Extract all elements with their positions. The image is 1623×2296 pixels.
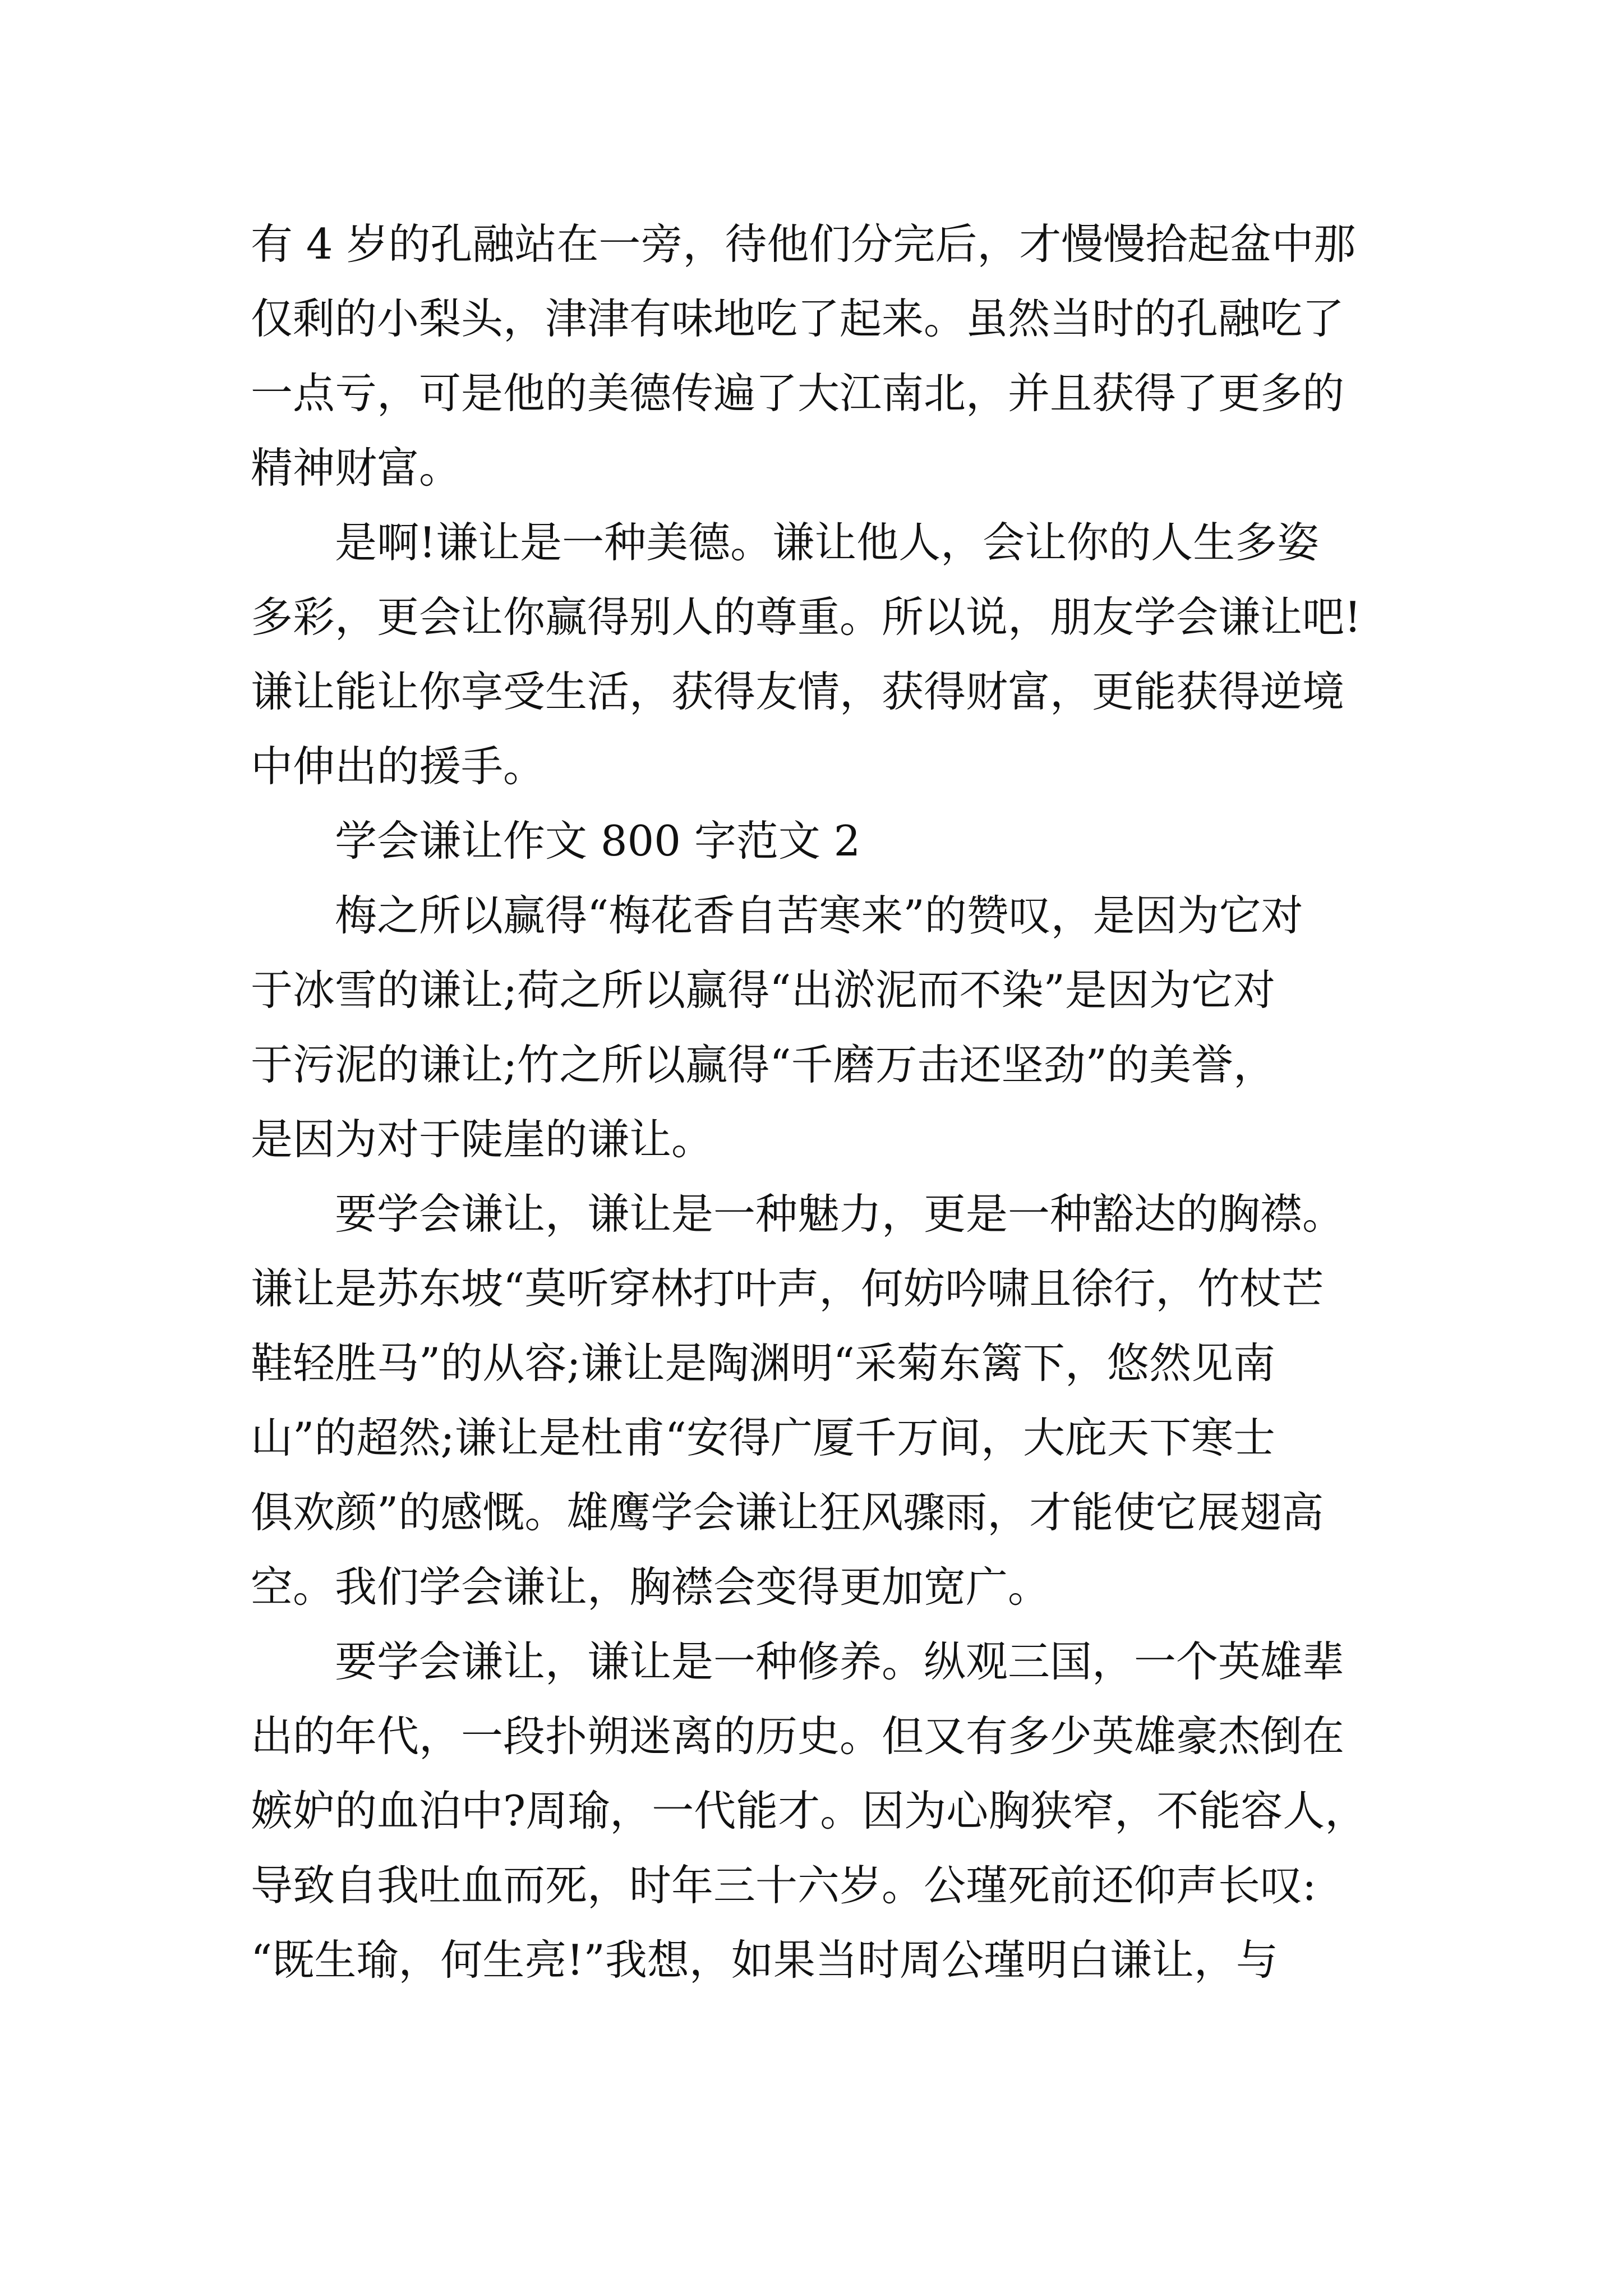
section-heading: 学会谦让作文 800 字范文 2 bbox=[251, 816, 861, 866]
text-line: 山”的超然;谦让是杜甫“安得广厦千万间，大庇天下寒士 bbox=[251, 1413, 1275, 1462]
text-line: 是啊!谦让是一种美德。谦让他人，会让你的人生多姿 bbox=[251, 518, 1320, 567]
text-line: 精神财富。 bbox=[251, 443, 462, 493]
text-line: 一点亏，可是他的美德传遍了大江南北，并且获得了更多的 bbox=[251, 369, 1345, 418]
text-line: 鞋轻胜马”的从容;谦让是陶渊明“采菊东篱下，悠然见南 bbox=[251, 1338, 1275, 1388]
text-line: 多彩，更会让你赢得别人的尊重。所以说，朋友学会谦让吧! bbox=[251, 592, 1362, 642]
text-line: 要学会谦让，谦让是一种修养。纵观三国，一个英雄辈 bbox=[251, 1637, 1345, 1686]
text-line: 于污泥的谦让;竹之所以赢得“千磨万击还坚劲”的美誉， bbox=[251, 1040, 1275, 1089]
text-line: 嫉妒的血泊中?周瑜，一代能才。因为心胸狭窄，不能容人， bbox=[251, 1786, 1367, 1835]
text-line: 导致自我吐血而死，时年三十六岁。公瑾死前还仰声长叹: bbox=[251, 1861, 1317, 1910]
text-line: 是因为对于陡崖的谦让。 bbox=[251, 1115, 714, 1164]
text-line: 中伸出的援手。 bbox=[251, 742, 546, 791]
text-line: 要学会谦让，谦让是一种魅力，更是一种豁达的胸襟。 bbox=[251, 1189, 1345, 1239]
text-line: 仅剩的小梨头，津津有味地吃了起来。虽然当时的孔融吃了 bbox=[251, 294, 1345, 343]
text-line: 有 4 岁的孔融站在一旁，待他们分完后，才慢慢拾起盆中那 bbox=[251, 219, 1356, 269]
text-line: 谦让能让你享受生活，获得友情，获得财富，更能获得逆境 bbox=[251, 667, 1345, 716]
text-line: 出的年代，一段扑朔迷离的历史。但又有多少英雄豪杰倒在 bbox=[251, 1711, 1345, 1761]
text-line: 俱欢颜”的感慨。雄鹰学会谦让狂风骤雨，才能使它展翅高 bbox=[251, 1488, 1324, 1537]
text-line: 谦让是苏东坡“莫听穿林打叶声，何妨吟啸且徐行，竹杖芒 bbox=[251, 1264, 1324, 1313]
text-line: 于冰雪的谦让;荷之所以赢得“出淤泥而不染”是因为它对 bbox=[251, 965, 1275, 1015]
text-line: “既生瑜，何生亮!”我想，如果当时周公瑾明白谦让，与 bbox=[251, 1935, 1278, 1985]
text-line: 空。我们学会谦让，胸襟会变得更加宽广。 bbox=[251, 1562, 1050, 1612]
text-line: 梅之所以赢得“梅花香自苦寒来”的赞叹，是因为它对 bbox=[251, 891, 1303, 940]
